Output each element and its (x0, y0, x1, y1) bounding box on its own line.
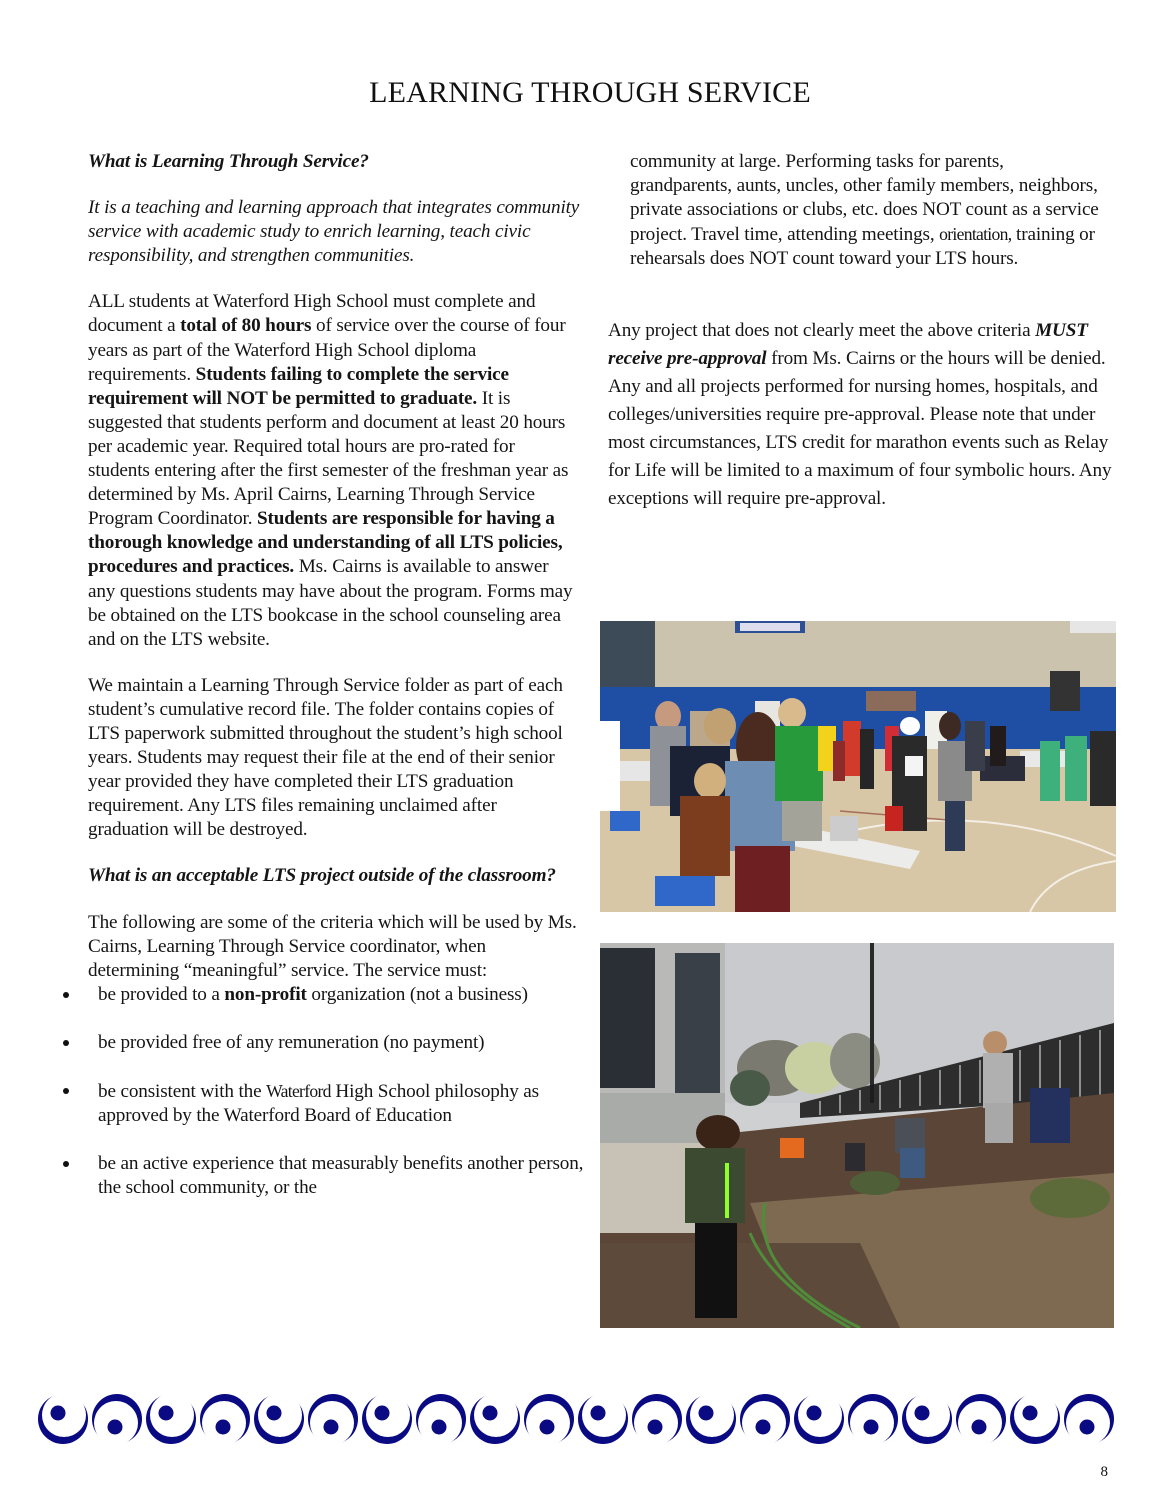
border-circle-icon (632, 1394, 682, 1445)
border-circle-icon (1010, 1393, 1060, 1444)
text: High School philosophy as approved by the Waterford Board of Education (98, 1081, 539, 1127)
bullet-icon (63, 1040, 69, 1046)
text: community at large. Performing tasks for parents, grandparents, aunts, uncles, other family members, neighbors, private associations or clubs, etc. does NOT count as a service project. Travel time, attending meetings, (630, 151, 1099, 246)
border-circle-icon (956, 1394, 1006, 1445)
border-circle-icon (686, 1393, 736, 1444)
border-circle-icon (740, 1394, 790, 1445)
border-circle-icon (794, 1393, 844, 1444)
criteria-item (58, 983, 588, 1007)
emphasis-responsibility: Students are responsible for having a thorough knowledge and understanding of all LTS policies, procedures and practices. (88, 508, 563, 578)
emphasis-non-profit: non-profit (224, 983, 307, 1005)
text: training or rehearsals does NOT count toward your LTS hours. (630, 224, 1095, 270)
border-circle-icon (1064, 1394, 1114, 1445)
photo-garden-planting (600, 943, 1114, 1328)
page-title: LEARNING THROUGH SERVICE (369, 76, 811, 109)
text: organization (not a business) (306, 983, 528, 1005)
text: be consistent with the (98, 1081, 267, 1102)
criteria-item (58, 1079, 588, 1128)
decorative-border (38, 1393, 1118, 1445)
circle-motif-border (38, 1393, 1118, 1445)
border-circle-icon (92, 1394, 142, 1445)
emphasis-preapproval: MUST receive pre-approval (608, 320, 1088, 369)
right-column-preapproval (608, 317, 1118, 513)
heading-acceptable-project: What is an acceptable LTS project outside of the classroom? (88, 865, 556, 887)
heading-what-is-lts: What is Learning Through Service? (88, 151, 369, 172)
criteria-intro: The following are some of the criteria which will be used by Ms. Cairns, Learning Through Service coordinator, when determining “meaningful” service. The service must: (88, 911, 577, 981)
text: of service over the course of four years as part of the Waterford High School diploma requirements. (88, 315, 566, 385)
text: Ms. Cairns is available to answer any questions students may have about the program. Forms may be obtained on the LTS bookcase in the school counseling area and on the LTS website. (88, 556, 573, 650)
border-circle-icon (254, 1393, 304, 1444)
border-circle-icon (470, 1393, 520, 1444)
border-circle-icon (38, 1393, 88, 1444)
text: ALL students at Waterford High School must complete and document a (88, 291, 536, 337)
page-number: 8 (1100, 1464, 1108, 1480)
border-circle-icon (416, 1394, 466, 1445)
folder-paragraph: We maintain a Learning Through Service folder as part of each student’s cumulative record file. The folder contains copies of LTS paperwork submitted throughout the student’s high school years. Students may request their file at the end of their senior year provided they have completed their LTS graduation requirement. Any LTS files remaining unclaimed after graduation will be destroyed. (88, 674, 563, 841)
border-circle-icon (902, 1393, 952, 1444)
garden-planting-image (600, 943, 1114, 1328)
border-circle-icon (524, 1394, 574, 1445)
preapproval-paragraph (608, 317, 1118, 513)
border-circle-icon (848, 1394, 898, 1445)
left-column (88, 150, 584, 1224)
text: orientation, (939, 224, 1012, 245)
text: It is suggested that students perform and document at least 20 hours per academic year. Required total hours are pro-rated for students entering after the first semester of the freshman year as determined by Ms. April Cairns, Learning Through Service Program Coordinator. (88, 387, 569, 530)
criteria-item (58, 1152, 588, 1200)
photo-gym-fair (600, 621, 1116, 912)
border-circle-icon (578, 1393, 628, 1444)
border-circle-icon (362, 1393, 412, 1444)
gym-fair-image (600, 621, 1116, 912)
criteria-list (58, 983, 588, 1201)
text: be provided free of any remuneration (no payment) (98, 1031, 485, 1053)
text: Any project that does not clearly meet the above criteria (608, 320, 1036, 341)
bullet-icon (63, 992, 69, 998)
emphasis-total-hours: total of 80 hours (180, 315, 312, 337)
right-column-continuation (630, 150, 1110, 271)
emphasis-graduation-warning: Students failing to complete the service requirement will NOT be permitted to graduate. (88, 363, 509, 409)
text: be provided to a (98, 983, 225, 1005)
continuation-paragraph (630, 150, 1110, 271)
text: Waterford (266, 1081, 331, 1101)
text: be an active experience that measurably benefits another person, the school community, or the (98, 1153, 584, 1199)
border-circle-icon (308, 1394, 358, 1445)
lts-definition: It is a teaching and learning approach that integrates community service with academic study to enrich learning, teach civic responsibility, and strengthen communities. (88, 197, 580, 267)
bullet-icon (63, 1088, 69, 1094)
requirement-paragraph (88, 290, 580, 651)
text: from Ms. Cairns or the hours will be denied. Any and all projects performed for nursing homes, hospitals, and colleges/universities require pre-approval. Please note that under most circumstances, LTS credit for marathon events such as Relay for Life will be limited to a maximum of four symbolic hours. Any exceptions will require pre-approval. (608, 348, 1112, 509)
border-circle-icon (146, 1393, 196, 1444)
border-circle-icon (200, 1394, 250, 1445)
bullet-icon (63, 1161, 69, 1167)
criteria-item (58, 1031, 588, 1055)
